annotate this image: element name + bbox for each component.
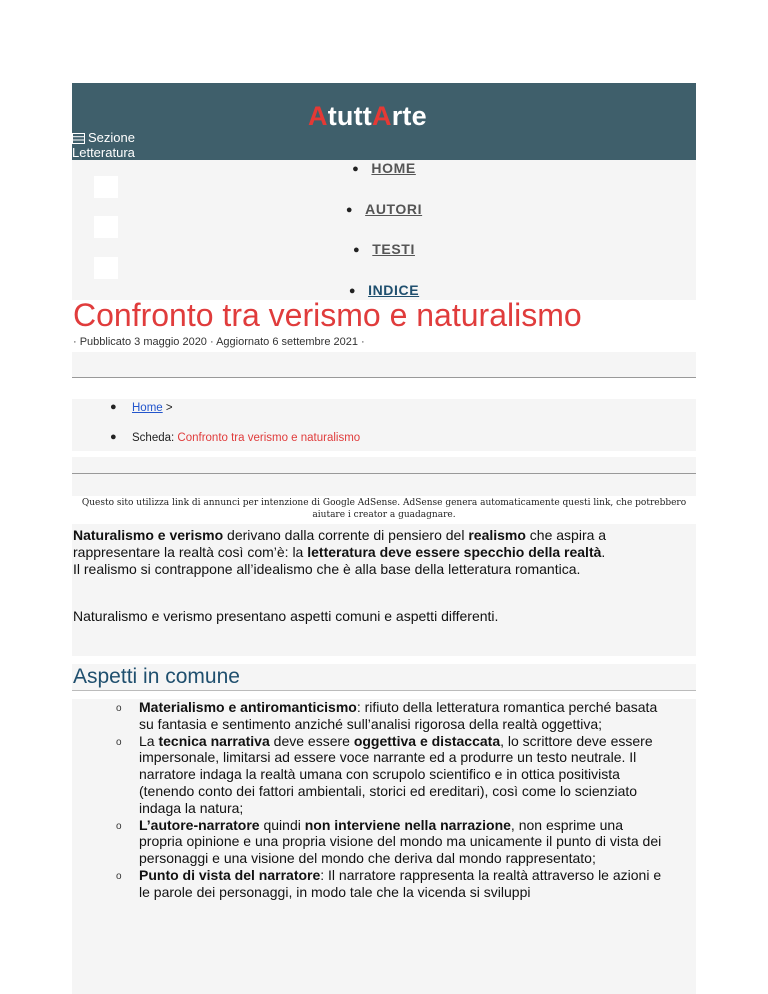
points-list xyxy=(72,699,696,994)
nav-spacer xyxy=(94,257,118,279)
section-label: Sezione Letteratura xyxy=(72,130,135,160)
ad-band xyxy=(72,474,696,496)
nav-item-home[interactable]: ● HOME xyxy=(352,160,416,176)
breadcrumb-home-link[interactable]: Home xyxy=(132,402,163,414)
nav-item-indice[interactable]: ● INDICE xyxy=(348,282,420,298)
crumb-band xyxy=(72,457,696,473)
adsense-notice: Questo sito utilizza link di annunci per intenzione di Google AdSense. AdSense genera automaticamente questi link, che potrebbero aiutare i creator a guadagnare. xyxy=(81,498,687,520)
breadcrumb-scheda-label: Scheda: xyxy=(132,432,175,444)
logo-text-rte: rte xyxy=(391,101,427,131)
breadcrumb xyxy=(72,399,696,451)
divider xyxy=(72,377,696,378)
list-item: o Punto di vista del narratore: Il narratore rappresenta la realtà attraverso le azioni e le parole dei personaggi, in modo tale che la vicenda si sviluppi xyxy=(116,866,662,900)
logo-letter-a: A xyxy=(308,101,328,131)
logo-letter-a-second: A xyxy=(371,101,392,131)
meta-band xyxy=(72,352,696,377)
list-item: o La tecnica narrativa deve essere oggettiva e distaccata, lo scrittore deve essere impersonale, limitarsi ad essere voce narrante ed a produrre un testo neutrale. Il narratore indaga la realtà umana con scrupolo scientifico e in ottica positivista (tenendo conto dei fattori ambientali, storici ed ereditari), così come lo scienziato indaga la natura; xyxy=(116,732,653,816)
breadcrumb-item-home: ● Home > xyxy=(110,401,173,414)
site-logo[interactable] xyxy=(308,101,427,132)
breadcrumb-separator: > xyxy=(165,402,173,414)
nav-item-testi[interactable]: ● TESTI xyxy=(353,241,415,257)
site-header xyxy=(72,83,696,160)
nav-link-indice[interactable]: INDICE xyxy=(368,282,420,298)
logo-text-tutt: tutt xyxy=(327,101,372,131)
list-item: o L’autore-narratore quindi non interviene nella narrazione, non esprime una propria opinione e una propria visione del mondo ma unicamente il punto di vista dei personaggi e una visione del mondo che deriva dal mondo rappresentato; xyxy=(116,816,662,867)
nav-link-autori[interactable]: AUTORI xyxy=(365,201,423,217)
page-title: Confronto tra verismo e naturalismo xyxy=(73,297,582,333)
nav-link-testi[interactable]: TESTI xyxy=(372,241,415,257)
menu-list-icon xyxy=(72,130,88,145)
section-heading: Aspetti in comune xyxy=(73,665,240,688)
nav-item-autori[interactable]: ● AUTORI xyxy=(345,201,423,217)
breadcrumb-current: Confronto tra verismo e naturalismo xyxy=(177,432,361,444)
nav-spacer xyxy=(94,216,118,238)
nav-link-home[interactable]: HOME xyxy=(371,160,416,176)
intro-paragraph: Naturalismo e verismo derivano dalla corrente di pensiero del realismo che aspira a rappresentare la realtà così com’è: la letteratura deve essere specchio della realtà. Il realismo si contrappone all’idealismo che è alla base della letteratura romantica. xyxy=(73,527,607,577)
nav-spacer xyxy=(94,176,118,198)
breadcrumb-item-current: ● Scheda: Confronto tra verismo e naturalismo xyxy=(110,431,361,444)
heading-divider xyxy=(72,690,696,691)
list-item: o Materialismo e antiromanticismo: rifiuto della letteratura romantica perché basata su fantasia e sentimento anziché sull’analisi rigorosa della realtà oggettiva; xyxy=(116,699,658,732)
publish-meta: · Pubblicato 3 maggio 2020 · Aggiornato 6 settembre 2021 · xyxy=(73,336,365,348)
main-nav xyxy=(72,160,696,300)
section-menu-button[interactable] xyxy=(72,130,152,160)
intro-paragraph-2: Naturalismo e verismo presentano aspetti comuni e aspetti differenti. xyxy=(73,608,499,624)
